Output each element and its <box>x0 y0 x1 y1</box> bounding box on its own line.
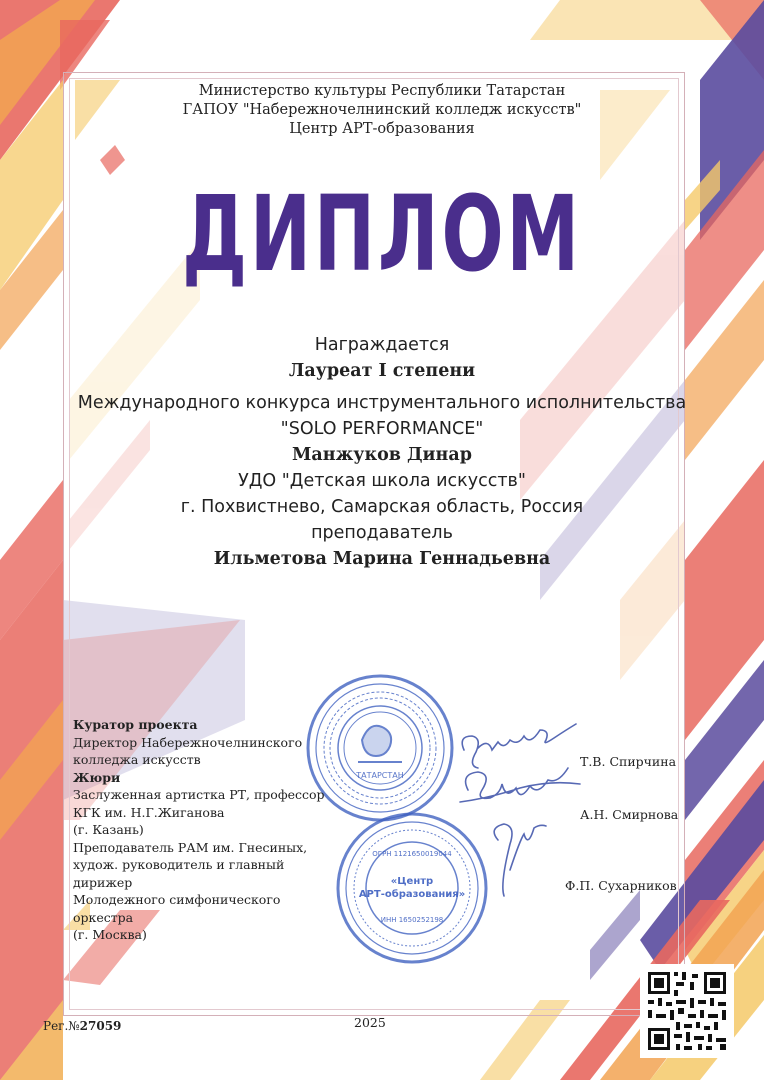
stamp2-inn: ИНН 1650252198 <box>380 916 444 924</box>
member1-line3: (г. Казань) <box>73 822 144 837</box>
jury-block <box>73 716 343 944</box>
signature-smirnova <box>460 768 580 802</box>
member2-line3: Молодежного симфонического оркестра <box>73 892 281 925</box>
curator-line1: Директор Набережночелнинского <box>73 734 303 750</box>
teacher-label: преподаватель <box>311 523 453 543</box>
curator-line2: колледжа искусств <box>73 752 201 767</box>
award-text <box>0 332 764 572</box>
contest-name-line2: "SOLO PERFORMANCE" <box>280 419 484 439</box>
school-name: УДО "Детская школа искусств" <box>238 471 526 491</box>
diploma-title-text: ДИПЛОМ <box>182 178 582 288</box>
participant-name: Манжуков Динар <box>292 445 472 465</box>
signer-name-smirnova: А.Н. Смирнова <box>580 807 679 822</box>
registration-number <box>43 1019 121 1033</box>
contest-name-line1: Международного конкурса инструментального исполнительства <box>77 393 687 413</box>
signer-name-spirchina: Т.В. Спирчина <box>580 754 677 769</box>
registration-label: Рег.№ <box>43 1019 80 1033</box>
signature-sukharnikov <box>494 824 546 896</box>
award-degree: Лауреат I степени <box>288 361 476 381</box>
signature-spirchina <box>462 724 576 768</box>
center-line: Центр АРТ-образования <box>289 121 475 137</box>
stamp2-center-line1: «Центр <box>390 876 434 887</box>
issue-year: 2025 <box>354 1015 386 1030</box>
diploma-title-block <box>0 178 764 292</box>
member2-line1: Преподаватель РАМ им. Гнесиных, <box>73 839 308 855</box>
member1-line2: КГК им. Н.Г.Жиганова <box>73 804 225 820</box>
college-line: ГАПОУ "Набережночелнинский колледж искусств" <box>182 102 582 118</box>
teacher-name: Ильметова Марина Геннадьевна <box>213 549 551 569</box>
member1-line1: Заслуженная артистка РТ, профессор <box>73 787 325 802</box>
qr-code[interactable] <box>640 964 734 1058</box>
stamp2-center-line2: АРТ-образования» <box>358 889 466 900</box>
member2-line4: (г. Москва) <box>73 927 147 942</box>
member2-line2: худож. руководитель и главный дирижер <box>73 857 285 890</box>
diploma-title <box>0 178 764 288</box>
registration-value: 27059 <box>79 1019 122 1033</box>
awarded-label: Награждается <box>314 335 450 355</box>
school-location: г. Похвистнево, Самарская область, Россия <box>180 497 584 517</box>
stamp1-center-text: ТАТАРСТАН <box>356 771 404 780</box>
signer-name-sukharnikov: Ф.П. Сухарников <box>565 878 677 893</box>
jury-heading: Жюри <box>73 769 121 785</box>
curator-heading: Куратор проекта <box>73 717 198 732</box>
ministry-line: Министерство культуры Республики Татарстан <box>198 83 566 99</box>
issuer-header <box>0 82 764 139</box>
stamp2-ogrn: ОГРН 1121650019044 <box>372 850 452 858</box>
